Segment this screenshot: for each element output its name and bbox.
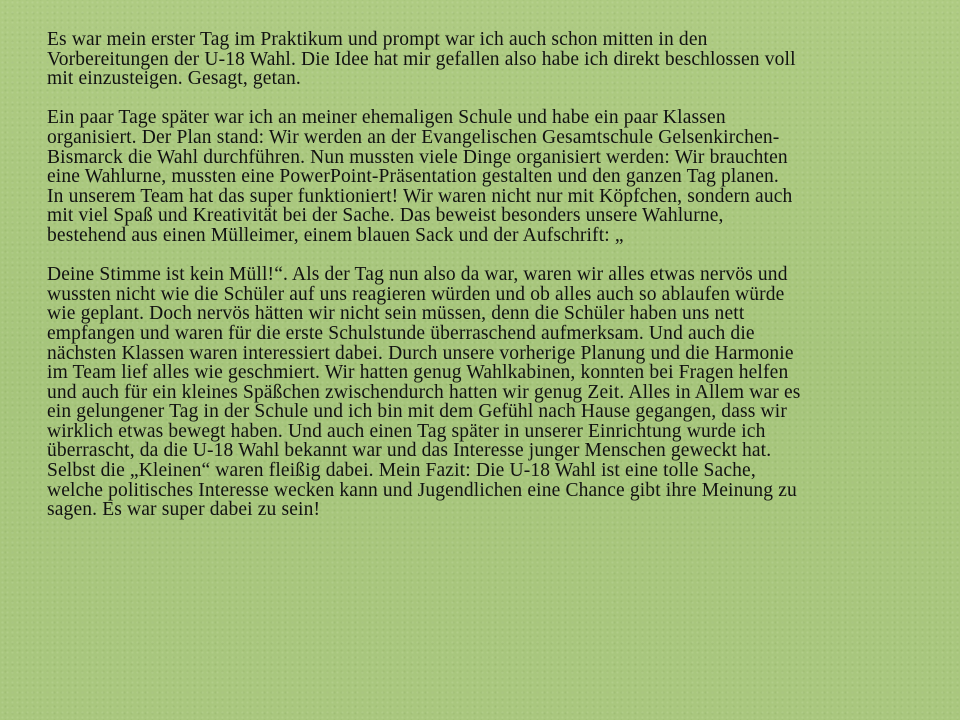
text-line: mit einzusteigen. Gesagt, getan.: [47, 68, 301, 90]
text-line: Bismarck die Wahl durchführen. Nun mussten viele Dinge organisiert werden: Wir brauchten: [47, 146, 788, 168]
text-line: Deine Stimme ist kein Müll!“. Als der Tag nun also da war, waren wir alles etwas nervös und: [47, 264, 788, 286]
text-line: sagen. Es war super dabei zu sein!: [47, 499, 321, 521]
text-line: eine Wahlurne, mussten eine PowerPoint-Präsentation gestalten und den ganzen Tag planen.: [47, 166, 779, 188]
text-line: bestehend aus einen Mülleimer, einem blauen Sack und der Aufschrift: „: [47, 224, 624, 246]
paragraph-2: [47, 108, 959, 245]
text-line: Ein paar Tage später war ich an meiner ehemaligen Schule und habe ein paar Klassen: [47, 107, 726, 129]
text-line: ein gelungener Tag in der Schule und ich bin mit dem Gefühl nach Hause gegangen, dass wir: [47, 401, 787, 423]
text-line: welche politisches Interesse wecken kann und Jugendlichen eine Chance gibt ihre Meinung zu: [47, 479, 797, 501]
text-line: Es war mein erster Tag im Praktikum und prompt war ich auch schon mitten in den: [47, 29, 708, 50]
text-line: mit viel Spaß und Kreativität bei der Sache. Das beweist besonders unsere Wahlurne,: [47, 205, 724, 227]
text-line: organisiert. Der Plan stand: Wir werden an der Evangelischen Gesamtschule Gelsenkirchen-: [47, 126, 780, 148]
text-line: wussten nicht wie die Schüler auf uns reagieren würden und ob alles auch so ablaufen würde: [47, 283, 785, 305]
text-line: wie geplant. Doch nervös hätten wir nicht sein müssen, denn die Schüler haben uns nett: [47, 303, 745, 325]
text-line: nächsten Klassen waren interessiert dabei. Durch unsere vorherige Planung und die Harmonie: [47, 342, 794, 364]
text-line: Vorbereitungen der U-18 Wahl. Die Idee hat mir gefallen also habe ich direkt beschlossen voll: [47, 48, 796, 70]
paragraph-1: [47, 30, 959, 89]
paragraph-3: [47, 265, 959, 520]
text-line: In unserem Team hat das super funktioniert! Wir waren nicht nur mit Köpfchen, sondern auch: [47, 185, 793, 207]
text-line: im Team lief alles wie geschmiert. Wir hatten genug Wahlkabinen, konnten bei Fragen helfen: [47, 362, 789, 384]
text-line: und auch für ein kleines Späßchen zwischendurch hatten wir genug Zeit. Alles in Allem war es: [47, 381, 801, 403]
slide-text-body: [47, 30, 959, 539]
text-line: wirklich etwas bewegt haben. Und auch einen Tag später in unserer Einrichtung wurde ich: [47, 420, 766, 442]
text-line: Selbst die „Kleinen“ waren fleißig dabei. Mein Fazit: Die U-18 Wahl ist eine tolle Sache,: [47, 460, 756, 482]
text-line: überrascht, da die U-18 Wahl bekannt war und das Interesse junger Menschen geweckt hat.: [47, 440, 772, 462]
text-line: empfangen und waren für die erste Schulstunde überraschend aufmerksam. Und auch die: [47, 322, 755, 344]
